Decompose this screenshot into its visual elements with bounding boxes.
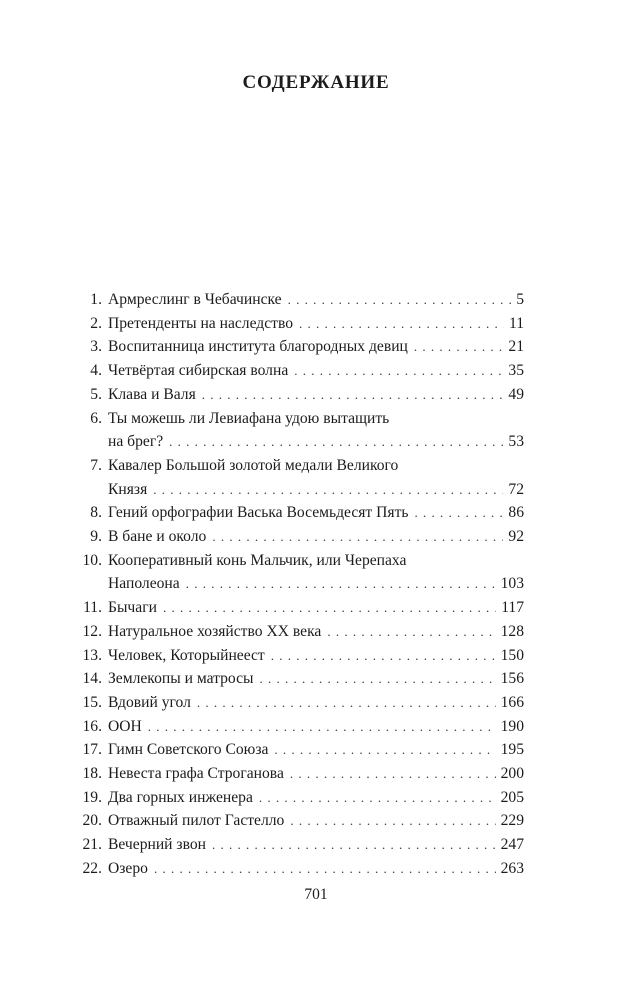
dot-leader [271, 644, 496, 668]
dot-leader [299, 312, 504, 336]
toc-entry-line [81, 833, 524, 857]
toc-entry-number: 22. [82, 859, 102, 877]
toc-entry-title: на брег? [108, 433, 164, 451]
toc-entry-number: 14. [82, 670, 102, 688]
dot-leader [163, 596, 496, 620]
dot-leader [290, 809, 495, 833]
toc-entry-number: 7. [90, 456, 102, 474]
toc-entry-line [81, 762, 524, 786]
toc-entry-title: Отважный пилот Гастелло [108, 812, 285, 830]
toc-entry-title: Невеста графа Строганова [108, 765, 284, 783]
toc-entry-line [81, 359, 524, 383]
toc-entry [81, 312, 524, 336]
toc-entry-title: Клава и Валя [108, 385, 196, 403]
dot-leader [288, 288, 512, 312]
dot-leader [153, 478, 503, 502]
toc-entry-line [81, 786, 524, 810]
toc-entry [81, 786, 524, 810]
toc-entry-title: Два горных инженера [108, 788, 253, 806]
toc-entry-title: Наполеона [108, 575, 180, 593]
toc-entry-line [81, 596, 524, 620]
toc-entry [81, 620, 524, 644]
toc-entry [81, 762, 524, 786]
dot-leader [290, 762, 496, 786]
toc-entry [81, 596, 524, 620]
toc-entry-title: Человек, Которыйнеест [108, 646, 265, 664]
toc-entry-title: Натуральное хозяйство XX века [108, 622, 322, 640]
toc-entry-page: 53 [508, 433, 524, 451]
toc-entry-number: 13. [82, 646, 102, 664]
toc-entry-line [81, 667, 524, 691]
toc-entry [81, 454, 524, 501]
dot-leader [212, 833, 496, 857]
toc-entry-number: 2. [90, 314, 102, 332]
toc-entry-page: 150 [500, 646, 524, 664]
toc-entry-title: Кооперативный конь Мальчик, или Черепаха [108, 551, 407, 569]
toc-entry-number: 21. [82, 836, 102, 854]
toc-entry-page: 247 [500, 836, 524, 854]
toc-entry [81, 667, 524, 691]
toc-entry [81, 335, 524, 359]
page-title: СОДЕРЖАНИЕ [242, 72, 390, 93]
dot-leader [148, 715, 496, 739]
toc-entry-number: 16. [82, 717, 102, 735]
toc-entry [81, 691, 524, 715]
toc-entry-number: 4. [90, 362, 102, 380]
dot-leader [197, 691, 496, 715]
toc-entry-title: Гимн Советского Союза [108, 741, 269, 759]
toc-entry-title: Ты можешь ли Левиафана удою вытащить [108, 409, 390, 427]
toc-entry-title: Кавалер Большой золотой медали Великого [108, 456, 399, 474]
toc-entry-number: 5. [90, 385, 102, 403]
toc-entry [81, 549, 524, 596]
toc-entry-line [81, 335, 524, 359]
toc-entry-title: Бычаги [108, 599, 157, 617]
toc-entry-title: Четвёртая сибирская волна [108, 362, 289, 380]
toc-entry-line [81, 620, 524, 644]
toc-entry-page: 263 [500, 859, 524, 877]
toc-entry-page: 35 [508, 362, 524, 380]
toc-entry-page: 166 [500, 693, 524, 711]
toc-entry-page: 92 [508, 528, 524, 546]
toc-entry-page: 86 [508, 504, 524, 522]
toc-entry-page: 205 [500, 788, 524, 806]
toc-entry [81, 738, 524, 762]
toc-entry-number: 12. [82, 622, 102, 640]
dot-leader [154, 857, 496, 881]
toc-entry-line [81, 454, 524, 478]
toc-entry-number: 1. [90, 291, 102, 308]
toc-entry-continuation [81, 478, 524, 502]
dot-leader [415, 501, 504, 525]
toc-entry [81, 407, 524, 454]
toc-entry-number: 9. [90, 528, 102, 546]
dot-leader [327, 620, 495, 644]
toc-entry-number: 11. [83, 599, 102, 617]
page-number: 701 [304, 886, 328, 903]
toc-entry-page: 128 [500, 622, 524, 640]
toc-entry-page: 117 [501, 599, 524, 617]
toc-entry [81, 359, 524, 383]
toc-entry-number: 17. [82, 741, 102, 759]
toc-entry-line [81, 691, 524, 715]
toc-entry [81, 501, 524, 525]
toc-entry-title: Князя [108, 480, 148, 498]
toc-entry-title: В бане и около [108, 528, 207, 546]
toc-entry [81, 288, 524, 312]
toc-entry-title: Воспитанница института благородных девиц [108, 338, 408, 356]
toc-entry-line [81, 549, 524, 573]
toc-entry-title: Гений орфографии Васька Восемьдесят Пять [108, 504, 409, 522]
toc-entry-number: 8. [90, 504, 102, 522]
dot-leader [169, 430, 503, 454]
toc-entry-number: 19. [82, 788, 102, 806]
toc-entry [81, 525, 524, 549]
toc-entry-page: 190 [500, 717, 524, 735]
toc-entry [81, 383, 524, 407]
dot-leader [414, 335, 504, 359]
toc-entry-page: 72 [508, 480, 524, 498]
toc-entry-number: 6. [90, 409, 102, 427]
toc-entry-number: 20. [82, 812, 102, 830]
toc-entry-number: 10. [82, 551, 102, 569]
toc-entry-title: Землекопы и матросы [108, 670, 254, 688]
toc-entry-line [81, 809, 524, 833]
dot-leader [274, 738, 495, 762]
toc-entry-page: 11 [508, 314, 524, 332]
toc-entry-page: 200 [500, 765, 524, 783]
toc-entry-continuation [81, 572, 524, 596]
toc-entry-line [81, 738, 524, 762]
dot-leader [202, 383, 504, 407]
toc-entry-line [81, 288, 524, 312]
dot-leader [259, 786, 496, 810]
toc-entry-line [81, 525, 524, 549]
dot-leader [212, 525, 503, 549]
toc-entry-page: 229 [500, 812, 524, 830]
toc-entry-number: 3. [90, 338, 102, 356]
toc-entry [81, 833, 524, 857]
dot-leader [260, 667, 496, 691]
toc-entry-title: Озеро [108, 859, 148, 877]
toc-entry-line [81, 501, 524, 525]
toc-entry-page: 103 [500, 575, 524, 593]
toc-entry-line [81, 383, 524, 407]
toc-entry-page: 49 [508, 385, 524, 403]
toc-entry-continuation [81, 430, 524, 454]
toc-entry-line [81, 715, 524, 739]
dot-leader [294, 359, 503, 383]
toc-entry [81, 857, 524, 881]
toc-entry-line [81, 407, 524, 431]
toc-entry-title: Претенденты на наследство [108, 314, 294, 332]
toc-entry-number: 15. [82, 693, 102, 711]
toc-entry-page: 21 [508, 338, 524, 356]
toc-entry-title: Армреслинг в Чебачинске [108, 291, 282, 308]
toc-entry-title: Вечерний звон [108, 836, 206, 854]
toc-entry-line [81, 312, 524, 336]
toc-entry [81, 644, 524, 668]
toc-entry-page: 5 [516, 291, 524, 308]
toc-entry-line [81, 857, 524, 881]
toc-entry-line [81, 644, 524, 668]
toc-entry-page: 156 [500, 670, 524, 688]
table-of-contents [81, 288, 524, 881]
toc-entry-title: Вдовий угол [108, 693, 191, 711]
dot-leader [186, 572, 496, 596]
toc-entry [81, 715, 524, 739]
toc-entry-number: 18. [82, 765, 102, 783]
toc-entry-page: 195 [500, 741, 524, 759]
toc-entry-title: ООН [108, 717, 142, 735]
toc-entry [81, 809, 524, 833]
